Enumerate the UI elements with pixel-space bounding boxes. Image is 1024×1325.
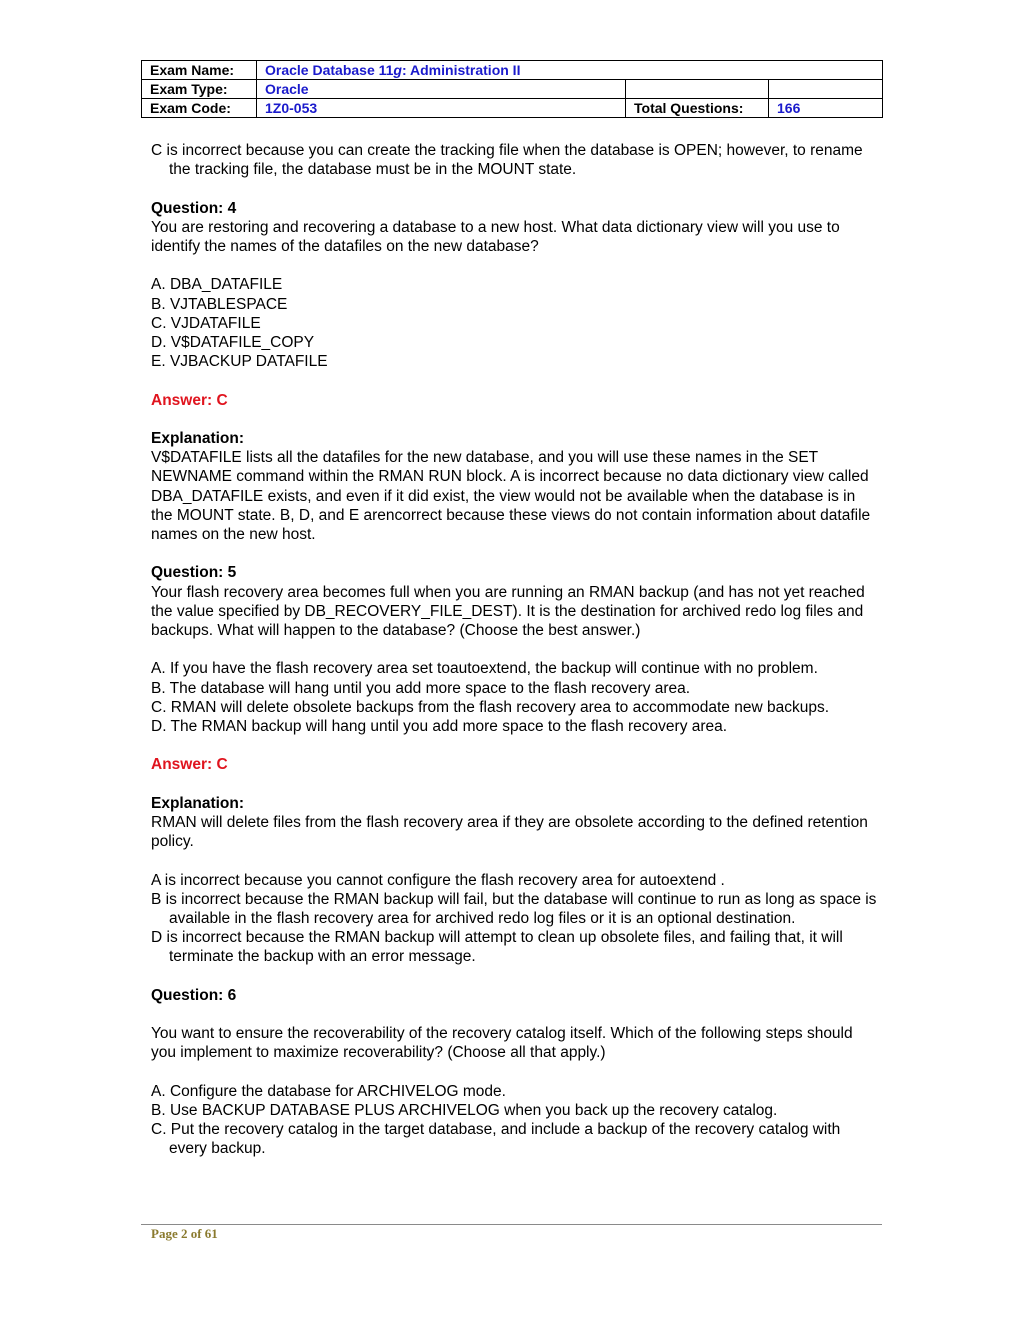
- option-d: D. The RMAN backup will hang until you add more space to the flash recovery area.: [151, 718, 728, 735]
- exam-type-value: Oracle: [257, 80, 626, 99]
- empty-cell: [769, 80, 883, 99]
- intro-paragraph: C is incorrect because you can create the tracking file when the database is OPEN; however, to rename the tracking file, the database must be in the MOUNT state.: [151, 142, 863, 179]
- option-b: B. Use BACKUP DATABASE PLUS ARCHIVELOG when you back up the recovery catalog.: [151, 1101, 778, 1119]
- question-6-text: You want to ensure the recoverability of the recovery catalog itself. Which of the following steps should you implement to maximize recoverability? (Choose all that apply.): [151, 1025, 853, 1062]
- exam-code-value: 1Z0-053: [257, 99, 626, 118]
- explanation-label: Explanation:: [151, 429, 245, 447]
- question-4-answer: Answer: C: [151, 391, 228, 409]
- option-b: B. The database will hang until you add more space to the flash recovery area.: [151, 679, 691, 697]
- exam-name-label: Exam Name:: [142, 61, 257, 80]
- empty-cell: [626, 80, 769, 99]
- total-questions-value: 166: [769, 99, 883, 118]
- question-5-answer: Answer: C: [151, 756, 228, 774]
- exam-name-value: Oracle Database 11g: Administration II: [257, 61, 883, 80]
- explanation-label: Explanation:: [151, 794, 245, 812]
- incorrect-note-b: B is incorrect because the RMAN backup will fail, but the database will continue to run as long as space is available in the flash recovery area for archived redo log files or it is an optional destination.: [151, 890, 877, 927]
- total-questions-label: Total Questions:: [626, 99, 769, 118]
- incorrect-note-a: A is incorrect because you cannot configure the flash recovery area for autoextend .: [151, 871, 725, 889]
- question-4-text: You are restoring and recovering a database to a new host. What data dictionary view will you use to identify the names of the datafiles on the new database?: [151, 218, 840, 255]
- option-c: C. RMAN will delete obsolete backups from the flash recovery area to accommodate new backups.: [151, 698, 830, 716]
- question-4-explanation: V$DATAFILE lists all the datafiles for the new database, and you will use these names in the SET NEWNAME command within the RMAN RUN block. A is incorrect because no data dictionary view called DBA_DATAFILE exists, and even if it did exist, the view would not be available when the database is in the MOUNT state. B, D, and E arencorrect because these views do not contain information about datafile names on the new host.: [151, 449, 871, 543]
- exam-code-label: Exam Code:: [142, 99, 257, 118]
- option-c: C. VJDATAFILE: [151, 314, 261, 332]
- footer-divider: [141, 1224, 882, 1225]
- question-4-title: Question: 4: [151, 199, 237, 217]
- option-e: E. VJBACKUP DATAFILE: [151, 353, 328, 371]
- page-number: Page 2 of 61: [151, 1226, 218, 1241]
- question-6-title: Question: 6: [151, 986, 237, 1004]
- exam-header-table: [141, 60, 883, 118]
- question-5-text: Your flash recovery area becomes full when you are running an RMAN backup (and has not yet reached the value specified by DB_RECOVERY_FILE_DEST). It is the destination for archived redo log files and backups. What will happen to the database? (Choose the best answer.): [151, 583, 865, 639]
- option-b: B. VJTABLESPACE: [151, 295, 288, 313]
- option-a: A. DBA_DATAFILE: [151, 276, 283, 294]
- incorrect-note-d: D is incorrect because the RMAN backup will attempt to clean up obsolete files, and failing that, it will terminate the backup with an error message.: [151, 929, 843, 966]
- page-content: [151, 141, 879, 1159]
- question-5-explanation: RMAN will delete files from the flash recovery area if they are obsolete according to the defined retention policy.: [151, 813, 868, 851]
- option-d: D. V$DATAFILE_COPY: [151, 334, 315, 351]
- option-c: C. Put the recovery catalog in the target database, and include a backup of the recovery catalog with every backup.: [151, 1121, 841, 1158]
- option-a: A. Configure the database for ARCHIVELOG mode.: [151, 1082, 506, 1100]
- option-a: A. If you have the flash recovery area set toautoextend, the backup will continue with no problem.: [151, 660, 818, 678]
- exam-type-label: Exam Type:: [142, 80, 257, 99]
- question-5-title: Question: 5: [151, 564, 237, 582]
